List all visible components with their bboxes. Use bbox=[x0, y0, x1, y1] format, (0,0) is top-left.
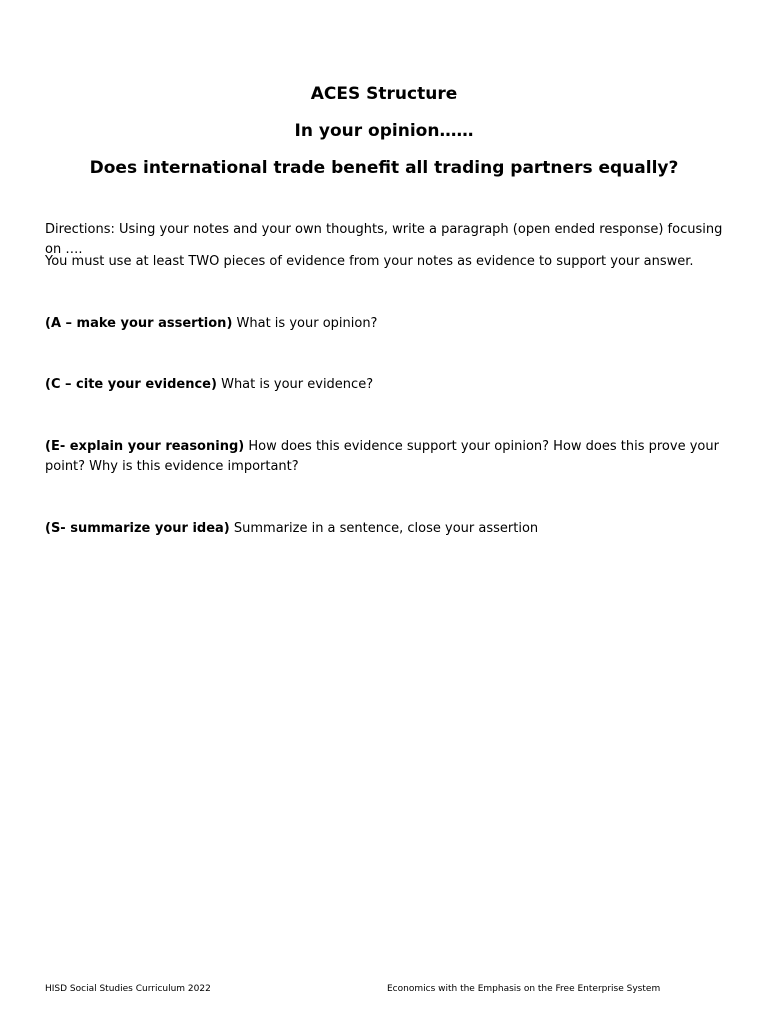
section-cite bbox=[45, 375, 735, 395]
directions-text: Directions: Using your notes and your own thoughts, write a paragraph (open ended response) focusing on …. bbox=[45, 222, 723, 257]
section-summarize bbox=[45, 519, 735, 539]
evidence-requirement-text: You must use at least TWO pieces of evidence from your notes as evidence to support your answer. bbox=[45, 254, 694, 269]
section-explain bbox=[45, 437, 735, 477]
assertion-label: (A – make your assertion) bbox=[45, 316, 233, 331]
summarize-label: (S- summarize your idea) bbox=[45, 521, 230, 536]
explain-prompt: How does this evidence support your opinion? How does this prove your point? Why is this evidence important? bbox=[45, 439, 719, 474]
title-block bbox=[0, 83, 768, 194]
summarize-prompt: Summarize in a sentence, close your assertion bbox=[229, 521, 539, 536]
cite-label: (C – cite your evidence) bbox=[45, 377, 217, 392]
assertion-prompt: What is your opinion? bbox=[232, 316, 378, 331]
footer-right: Economics with the Emphasis on the Free Enterprise System bbox=[387, 984, 661, 994]
section-assertion bbox=[45, 314, 735, 334]
essay-question: Does international trade benefit all trading partners equally? bbox=[89, 158, 679, 178]
cite-prompt: What is your evidence? bbox=[216, 377, 374, 392]
explain-label: (E- explain your reasoning) bbox=[45, 439, 245, 454]
footer-left: HISD Social Studies Curriculum 2022 bbox=[45, 984, 211, 994]
document-title: ACES Structure bbox=[310, 84, 458, 104]
document-subtitle: In your opinion…… bbox=[294, 121, 474, 141]
